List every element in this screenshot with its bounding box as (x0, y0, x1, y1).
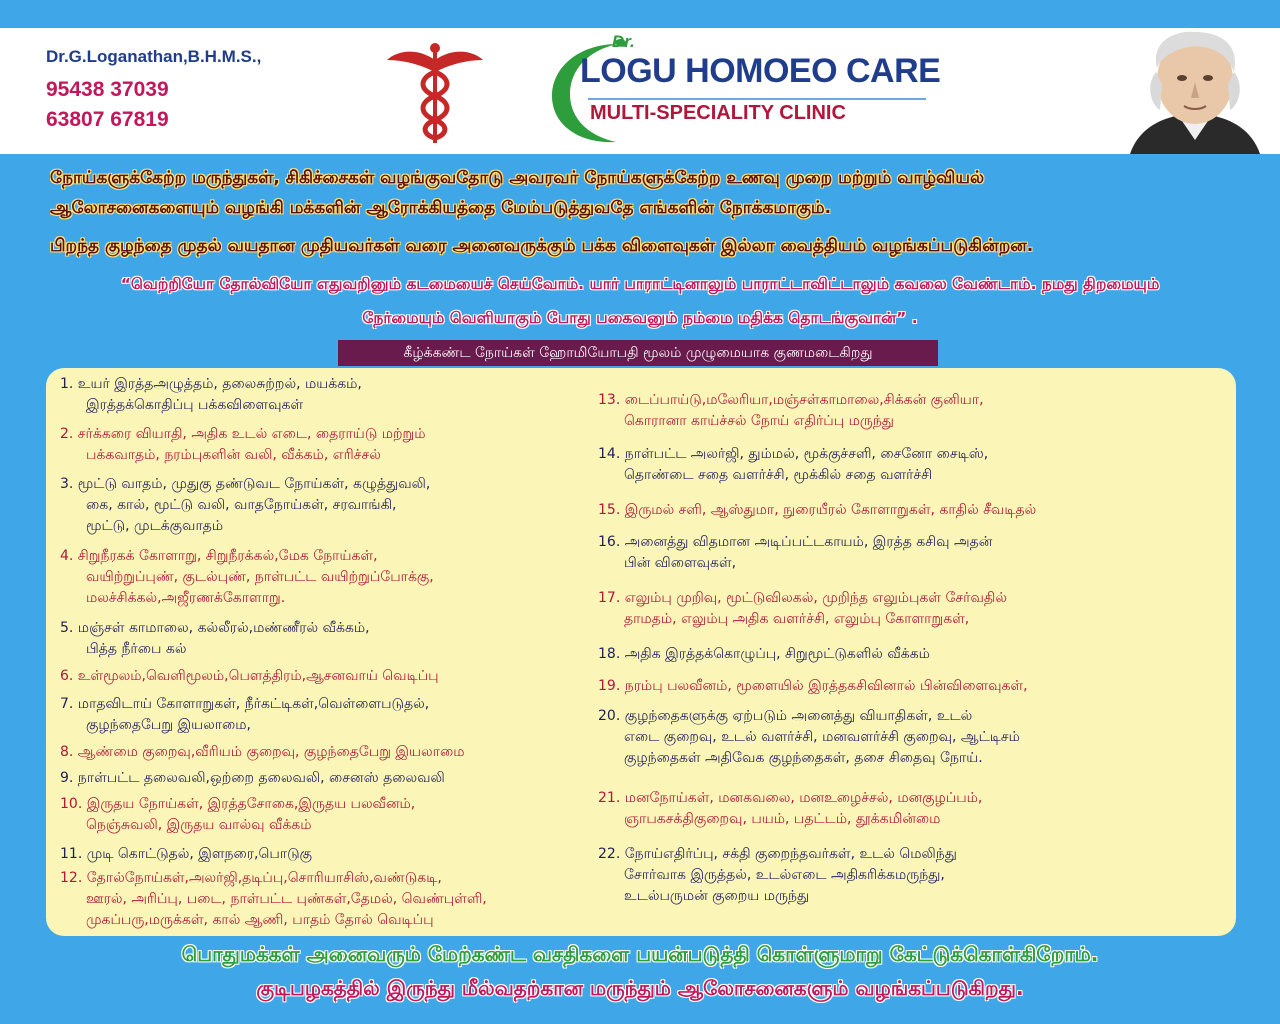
intro-line-2: ஆலோசனைகளையும் வழங்கி மக்களின் ஆரோக்கியத்தை மேம்படுத்துவதே எங்களின் நோக்கமாகும். (50, 198, 832, 218)
list-item: 4. சிறுநீரகக் கோளாறு, சிறுநீரக்கல்,மேக நோய்கள், வயிற்றுப்புண், குடல்புண், நாள்பட்ட வயிற்றுப்போக்கு, மலச்சிக்கல்,அஜீரணக்கோளாறு. (60, 548, 434, 606)
list-item: 14. நாள்பட்ட அலர்ஜி, தும்மல், மூக்குச்சளி, சைனோ சைடிஸ், தொண்டை சதை வளர்ச்சி, மூக்கில் சதை வளர்ச்சி (598, 446, 989, 483)
quote-line-1: “வெற்றியோ தோல்வியோ எதுவறினும் கடமையைச் செய்வோம். யார் பாராட்டினாலும் பாராட்டாவிட்டாலும் கவலை வேண்டாம். நமது திறமையும் (120, 275, 1160, 293)
list-item: 20. குழந்தைகளுக்கு ஏற்படும் அனைத்து வியாதிகள், உடல் எடை குறைவு, உடல் வளர்ச்சி, மனவளர்ச்சி குறைவு, ஆட்டிசம் குழந்தைகள் அதிவேக குழந்தைகள், தசை சிதைவு நோய். (598, 708, 1020, 766)
conditions-banner: கீழ்க்கண்ட நோய்கள் ஹோமியோபதி மூலம் முழுமையாக குணமடைகிறது (338, 340, 938, 366)
list-item: 10. இருதய நோய்கள், இரத்தசோகை,இருதய பலவீனம், நெஞ்சுவலி, இருதய வால்வு வீக்கம் (60, 796, 416, 833)
caduceus-icon (385, 38, 485, 148)
intro-line-1: நோய்களுக்கேற்ற மருந்துகள், சிகிச்சைகள் வழங்குவதோடு அவரவர் நோய்களுக்கேற்ற உணவு முறை மற்றும் வாழ்வியல் (50, 168, 985, 188)
list-item: 9. நாள்பட்ட தலைவலி,ஒற்றை தலைவலி, சைனஸ் தலைவலி (60, 770, 445, 786)
footer-line-2: குடிபழகத்தில் இருந்து மீல்வதற்கான மருந்தும் ஆலோசனைகளும் வழங்கப்படுகிறது. (256, 976, 1024, 1000)
logo-divider (588, 98, 926, 100)
list-item: 8. ஆண்மை குறைவு,வீரியம் குறைவு, குழந்தைபேறு இயலாமை (60, 744, 465, 760)
clinic-name: LOGU HOMOEO CARE (580, 52, 941, 90)
quote-line-2: நேர்மையும் வெளியாகும் போது பகைவனும் நம்மை மதிக்க தொடங்குவான்” . (362, 309, 918, 327)
list-item: 15. இருமல் சளி, ஆஸ்துமா, நுரையீரல் கோளாறுகள், காதில் சீவடிதல் (598, 502, 1037, 518)
list-item: 18. அதிக இரத்தக்கொழுப்பு, சிறுமூட்டுகளில் வீக்கம் (598, 646, 930, 662)
list-item: 13. டைப்பாய்டு,மலேரியா,மஞ்சள்காமாலை,சிக்கன் குனியா, கொரானா காய்ச்சல் நோய் எதிர்ப்பு மருந்து (598, 392, 984, 429)
list-item: 16. அனைத்து விதமான அடிப்பட்டகாயம், இரத்த கசிவு அதன் பின் விளைவுகள், (598, 534, 993, 571)
list-item: 7. மாதவிடாய் கோளாறுகள், நீர்கட்டிகள்,வெள்ளைபடுதல், குழந்தைபேறு இயலாமை, (60, 696, 430, 733)
list-item: 17. எலும்பு முறிவு, மூட்டுவிலகல், முறிந்த எலும்புகள் சேர்வதில் தாமதம், எலும்பு அதிக வளர்ச்சி, எலும்பு கோளாறுகள், (598, 590, 1007, 627)
list-item: 12. தோல்நோய்கள்,அலர்ஜி,தடிப்பு,சொரியாசிஸ்,வண்டுகடி, ஊரல், அரிப்பு, படை, நாள்பட்ட புண்கள்,தேமல், வெண்புள்ளி, முகப்பரு,மருக்கள், கால் ஆணி, பாதம் தோல் வெடிப்பு (60, 870, 487, 928)
list-item: 6. உள்மூலம்,வெளிமூலம்,பௌத்திரம்,ஆசனவாய் வெடிப்பு (60, 668, 439, 684)
footer-line-1: பொதுமக்கள் அனைவரும் மேற்கண்ட வசதிகளை பயன்படுத்தி கொள்ளுமாறு கேட்டுக்கொள்கிறோம். (181, 942, 1099, 966)
list-item: 1. உயர் இரத்தஅழுத்தம், தலைசுற்றல், மயக்கம், இரத்தக்கொதிப்பு பக்கவிளைவுகள் (60, 376, 362, 413)
phone-number-2[interactable]: 63807 67819 (46, 108, 169, 131)
list-item: 19. நரம்பு பலவீனம், மூளையில் இரத்தகசிவினால் பின்விளைவுகள், (598, 678, 1028, 694)
list-item: 21. மனநோய்கள், மனகவலை, மனஉழைச்சல், மனகுழப்பம், ஞாபகசக்திகுறைவு, பயம், பதட்டம், தூக்கமின்மை (598, 790, 983, 827)
clinic-subtitle: MULTI-SPECIALITY CLINIC (590, 102, 846, 124)
list-item: 11. முடி கொட்டுதல், இளநரை,பொடுகு (60, 846, 312, 862)
list-item: 5. மஞ்சள் காமாலை, கல்லீரல்,மண்ணீரல் வீக்கம், பித்த நீர்பை கல் (60, 620, 370, 657)
intro-line-3: பிறந்த குழந்தை முதல் வயதான முதியவர்கள் வரை அனைவருக்கும் பக்க விளைவுகள் இல்லா வைத்தியம் வழங்கப்படுகின்றன. (50, 236, 1034, 256)
founder-portrait (1110, 28, 1280, 154)
list-item: 22. நோய்எதிர்ப்பு, சக்தி குறைந்தவர்கள், உடல் மெலிந்து சோர்வாக இருத்தல், உடல்எடை அதிகரிக்கமருந்து, உடல்பருமன் குறைய மருந்து (598, 846, 957, 904)
header (0, 28, 1280, 154)
phone-number-1[interactable]: 95438 37039 (46, 78, 169, 101)
conditions-panel (46, 368, 1236, 936)
doctor-name: Dr.G.Loganathan,B.H.M.S., (46, 47, 262, 66)
logo-prefix: Dr. (612, 32, 635, 51)
list-item: 2. சர்க்கரை வியாதி, அதிக உடல் எடை, தைராய்டு மற்றும் பக்கவாதம், நரம்புகளின் வலி, வீக்கம், எரிச்சல் (60, 426, 426, 463)
list-item: 3. மூட்டு வாதம், முதுகு தண்டுவட நோய்கள், கழுத்துவலி, கை, கால், மூட்டு வலி, வாதநோய்கள், சரவாங்கி, மூட்டு, முடக்குவாதம் (60, 476, 431, 534)
